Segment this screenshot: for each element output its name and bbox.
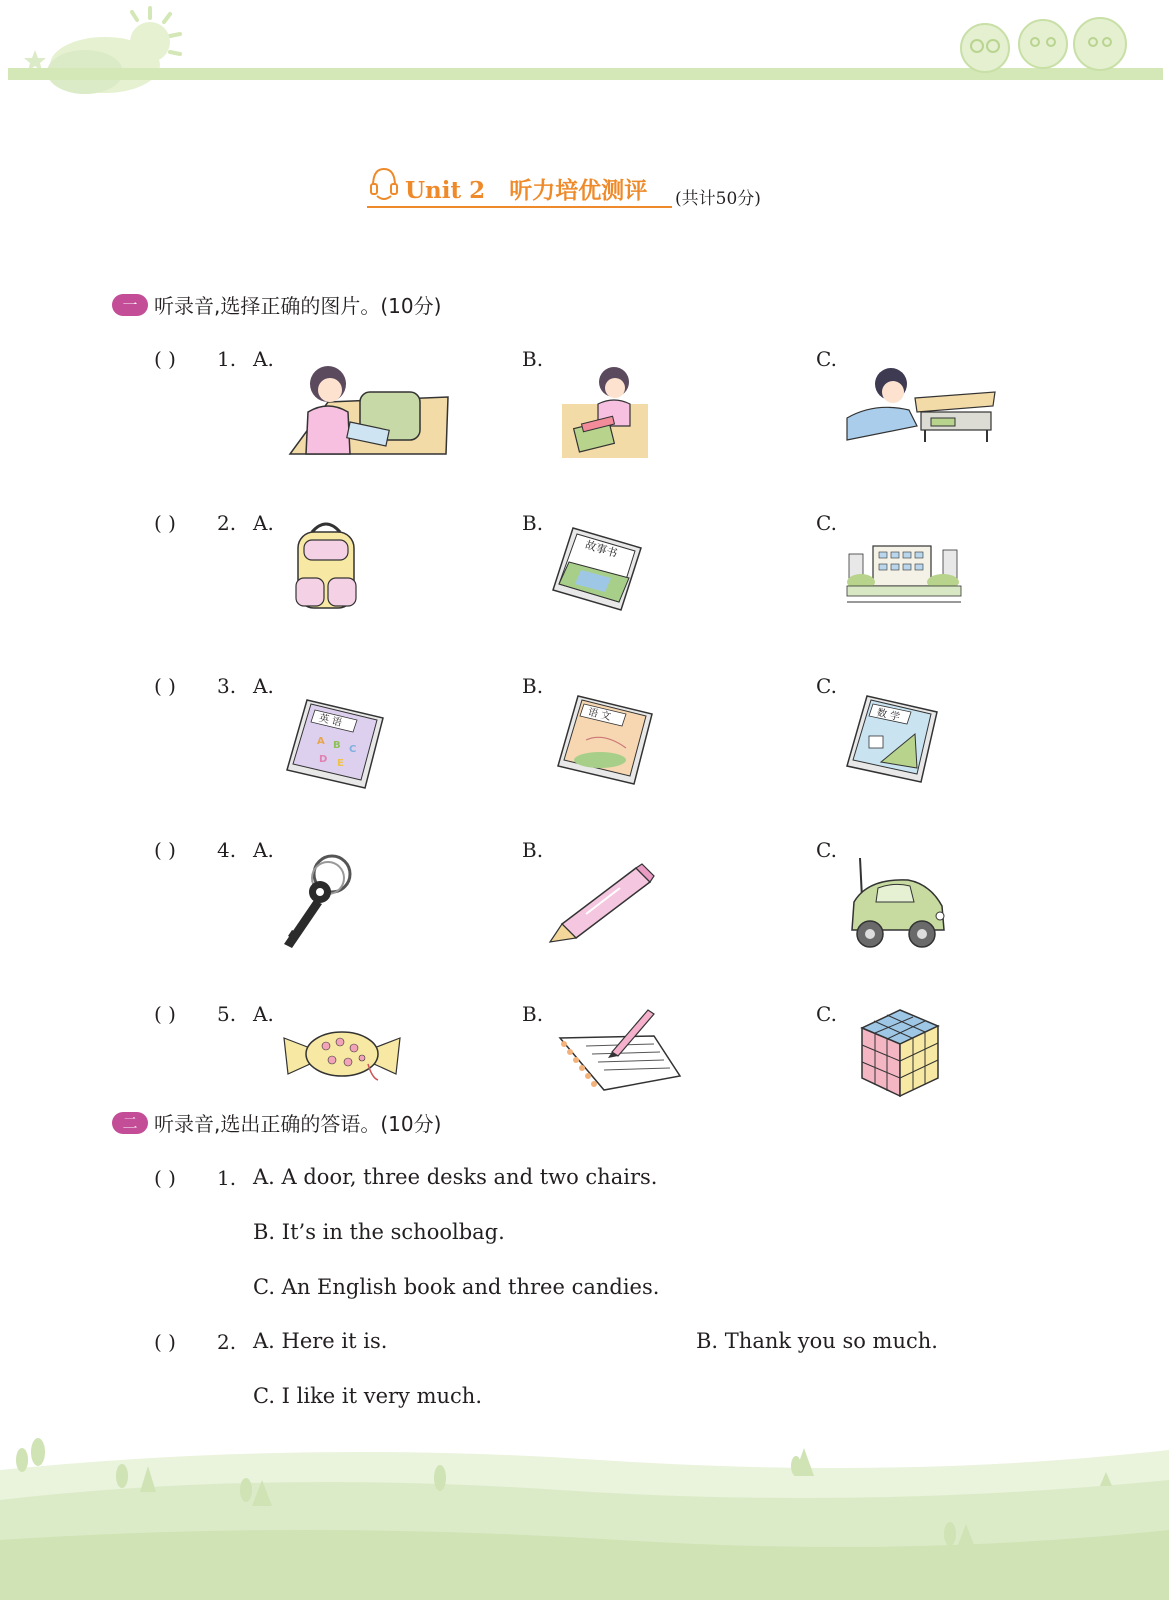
option-b-label: B. xyxy=(522,511,544,535)
hills-decoration xyxy=(0,1430,1169,1600)
storybook-label: 故事书 xyxy=(583,538,619,561)
option-c-label: C. xyxy=(816,674,837,698)
english-book-label: 英 语 xyxy=(317,712,343,729)
section-2-badge: 二 xyxy=(112,1112,148,1134)
boy-at-desk-picture[interactable] xyxy=(845,366,995,442)
english-letter-c: C xyxy=(349,744,357,755)
option-b-label: B. xyxy=(522,1002,544,1026)
crayon-picture[interactable] xyxy=(546,862,656,944)
english-letter-e: E xyxy=(337,758,344,769)
answer-blank[interactable]: ( ) xyxy=(154,838,176,862)
option-c-label: C. xyxy=(816,838,837,862)
answer-blank[interactable]: ( ) xyxy=(154,347,176,371)
english-letter-b: B xyxy=(333,740,341,751)
answer-option-c: C. I like it very much. xyxy=(253,1384,483,1408)
animal-faces-decoration xyxy=(955,12,1130,74)
headphone-icon xyxy=(368,164,400,204)
option-a-label: A. xyxy=(253,674,274,698)
maths-book-label: 数 学 xyxy=(875,707,901,724)
school-building-picture[interactable] xyxy=(847,540,961,604)
girl-holding-books-picture[interactable] xyxy=(562,366,650,458)
answer-blank[interactable]: ( ) xyxy=(154,1166,176,1190)
question-number: 3. xyxy=(217,674,237,698)
option-a-label: A. xyxy=(253,347,274,371)
candy-picture[interactable] xyxy=(282,1024,402,1082)
girl-packing-schoolbag-picture[interactable] xyxy=(288,362,448,457)
schoolbag-picture[interactable] xyxy=(290,520,362,612)
question-number: 5. xyxy=(217,1002,237,1026)
notebook-and-pen-picture[interactable] xyxy=(556,1006,682,1094)
section-1-title: 听录音,选择正确的图片。(10分) xyxy=(154,294,442,318)
answer-option-a: A. A door, three desks and two chairs. xyxy=(253,1165,658,1189)
answer-blank[interactable]: ( ) xyxy=(154,1330,176,1354)
rubiks-cube-picture[interactable] xyxy=(860,1008,940,1098)
english-book-picture[interactable] xyxy=(285,698,385,790)
option-c-label: C. xyxy=(816,347,837,371)
storybook-picture[interactable] xyxy=(551,526,643,612)
english-letter-a: A xyxy=(317,736,325,747)
sun-cloud-decoration xyxy=(20,0,190,100)
title-subtitle: 听力培优测评 xyxy=(509,177,648,204)
question-number: 4. xyxy=(217,838,237,862)
question-number: 1. xyxy=(217,1166,237,1190)
option-a-label: A. xyxy=(253,511,274,535)
answer-option-c: C. An English book and three candies. xyxy=(253,1275,660,1299)
answer-blank[interactable]: ( ) xyxy=(154,674,176,698)
option-a-label: A. xyxy=(253,1002,274,1026)
answer-option-a: A. Here it is. xyxy=(253,1329,388,1353)
title-underline xyxy=(367,206,672,208)
question-number: 1. xyxy=(217,347,237,371)
question-number: 2. xyxy=(217,1330,237,1354)
answer-option-b: B. Thank you so much. xyxy=(696,1329,938,1353)
title-unit: Unit 2 xyxy=(405,177,486,204)
option-b-label: B. xyxy=(522,674,544,698)
option-b-label: B. xyxy=(522,347,544,371)
toy-car-picture[interactable] xyxy=(848,858,948,950)
title-points: (共计50分) xyxy=(675,189,761,209)
answer-blank[interactable]: ( ) xyxy=(154,1002,176,1026)
english-letter-d: D xyxy=(319,754,328,765)
key-picture[interactable] xyxy=(280,852,356,952)
option-c-label: C. xyxy=(816,1002,837,1026)
section-1-badge: 一 xyxy=(112,294,148,316)
option-a-label: A. xyxy=(253,838,274,862)
maths-book-picture[interactable] xyxy=(845,694,939,784)
section-2-title: 听录音,选出正确的答语。(10分) xyxy=(154,1112,442,1136)
answer-blank[interactable]: ( ) xyxy=(154,511,176,535)
answer-option-b: B. It’s in the schoolbag. xyxy=(253,1220,505,1244)
chinese-book-label: 语 文 xyxy=(586,706,612,723)
chinese-book-picture[interactable] xyxy=(556,694,654,786)
question-number: 2. xyxy=(217,511,237,535)
option-c-label: C. xyxy=(816,511,837,535)
option-b-label: B. xyxy=(522,838,544,862)
